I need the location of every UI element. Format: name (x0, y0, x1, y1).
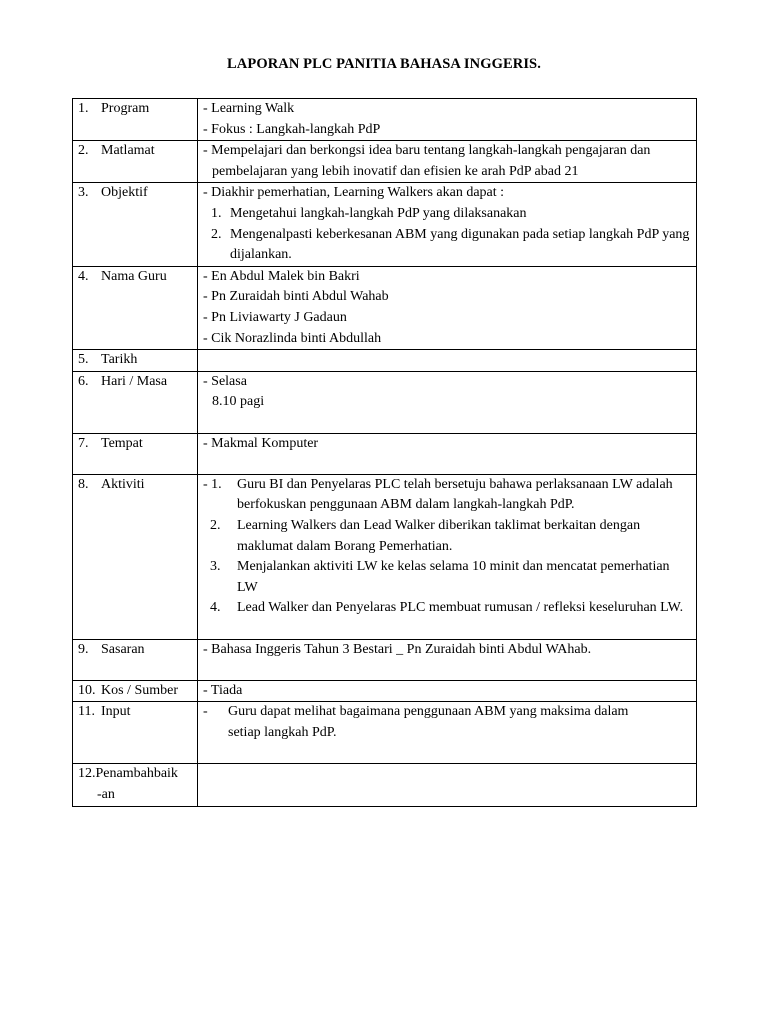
row-label: Input (101, 704, 131, 720)
value-cell (198, 371, 697, 433)
label-cell (73, 266, 198, 349)
label-cell (73, 433, 198, 474)
value-cell (198, 266, 697, 349)
place-value: - Makmal Komputer (203, 435, 319, 451)
label-cell (73, 680, 198, 702)
row-number: 2. (78, 143, 89, 159)
row-number: 4. (78, 268, 89, 284)
row-tarikh (73, 350, 697, 372)
report-title: LAPORAN PLC PANITIA BAHASA INGGERIS. (227, 56, 541, 72)
value-cell (198, 433, 697, 474)
teacher-name: - Cik Norazlinda binti Abdullah (203, 330, 382, 346)
target-value: - Bahasa Inggeris Tahun 3 Bestari _ Pn Zuraidah binti Abdul WAhab. (203, 641, 592, 657)
list-item: 2. Learning Walkers dan Lead Walker diberikan taklimat berkaitan dengan maklumat dalam Borang Pemerhatian. (210, 517, 641, 554)
value-cell (198, 183, 697, 266)
program-line: - Learning Walk (203, 101, 295, 116)
row-label: 12.Penambahbaik (78, 766, 178, 782)
teacher-name: - Pn Zuraidah binti Abdul Wahab (203, 289, 389, 305)
row-matlamat (73, 141, 697, 183)
row-aktiviti (73, 474, 697, 639)
label-cell (73, 141, 198, 183)
row-number: 9. (78, 641, 89, 657)
row-penambahbaikan (73, 764, 697, 806)
list-item: 2. Mengenalpasti keberkesanan ABM yang digunakan pada setiap langkah PdP yang dijalankan. (211, 226, 690, 263)
label-cell (73, 183, 198, 266)
value-cell (198, 702, 697, 764)
list-item: 4. Lead Walker dan Penyelaras PLC membuat rumusan / refleksi keseluruhan LW. (210, 600, 684, 616)
program-line: - Fokus : Langkah-langkah PdP (203, 121, 381, 137)
row-number: 6. (78, 373, 89, 389)
row-tempat (73, 433, 697, 474)
row-label: Sasaran (101, 641, 145, 657)
row-objektif (73, 183, 697, 266)
row-number: 1. (78, 101, 89, 116)
teacher-name: - Pn Liviawarty J Gadaun (203, 309, 347, 325)
row-number: 8. (78, 476, 89, 492)
list-item: - Guru dapat melihat bagaimana penggunaan ABM yang maksima dalam setiap langkah PdP. (203, 704, 629, 740)
teacher-name: - En Abdul Malek bin Bakri (203, 268, 360, 284)
list-item: 3. Menjalankan aktiviti LW ke kelas selama 10 minit dan mencatat pemerhatian LW (210, 559, 670, 595)
row-label: Matlamat (101, 143, 155, 159)
value-cell (198, 764, 697, 806)
matlamat-line: pembelajaran yang lebih inovatif dan efisien ke arah PdP abad 21 (212, 163, 579, 179)
row-number: 12. (78, 766, 96, 782)
value-cell (198, 639, 697, 680)
time-value: 8.10 pagi (212, 394, 265, 410)
value-cell (198, 474, 697, 639)
row-label: Tempat (101, 435, 143, 451)
row-number: 3. (78, 185, 89, 201)
row-label: Tarikh (101, 352, 138, 368)
row-number: 7. (78, 435, 89, 451)
label-cell (73, 371, 198, 433)
label-cell (73, 639, 198, 680)
matlamat-line: - Mempelajari dan berkongsi idea baru tentang langkah-langkah pengajaran dan (203, 143, 651, 159)
row-hari-masa (73, 371, 697, 433)
row-kos (73, 680, 697, 702)
label-cell (73, 350, 198, 372)
cost-value: - Tiada (203, 682, 243, 698)
list-item: 1. Mengetahui langkah-langkah PdP yang dilaksanakan (211, 205, 527, 221)
label-cell (73, 764, 198, 806)
label-cell (73, 99, 198, 141)
row-nama-guru (73, 266, 697, 349)
row-program (73, 99, 697, 141)
objektif-intro: - Diakhir pemerhatian, Learning Walkers akan dapat : (203, 185, 505, 201)
row-input (73, 702, 697, 764)
label-cell (73, 474, 198, 639)
value-cell (198, 99, 697, 141)
value-cell (198, 141, 697, 183)
label-cell (73, 702, 198, 764)
row-label: Aktiviti (101, 476, 145, 492)
list-item: - 1. Guru BI dan Penyelaras PLC telah bersetuju bahawa perlaksanaan LW adalah berfokuskan penggunaan ABM dalam langkah-langkah PdP. (203, 476, 673, 513)
value-cell (198, 680, 697, 702)
row-label: Hari / Masa (101, 373, 168, 389)
row-label: Nama Guru (101, 268, 167, 284)
row-label: Program (101, 101, 150, 116)
day-value: - Selasa (203, 373, 247, 389)
row-label: Kos / Sumber (101, 682, 178, 698)
report-table (72, 98, 697, 807)
row-number: 10. (78, 682, 96, 698)
row-label: Objektif (101, 185, 148, 201)
row-number: 11. (78, 704, 95, 720)
row-number: 5. (78, 352, 89, 368)
value-cell (198, 350, 697, 372)
row-sasaran (73, 639, 697, 680)
row-label-cont: -an (97, 786, 115, 802)
